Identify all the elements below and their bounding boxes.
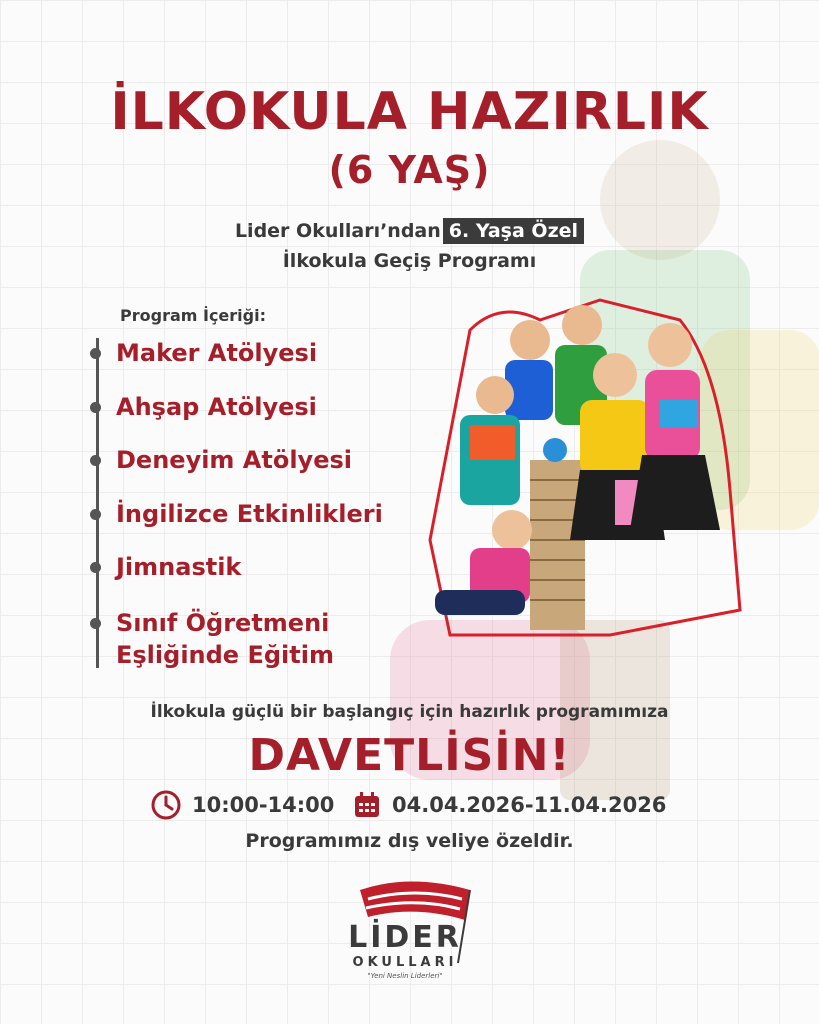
logo-subtitle: OKULLARI xyxy=(352,955,458,970)
timeline-dot xyxy=(90,402,101,413)
timeline-dot xyxy=(90,562,101,573)
subtitle-line1 xyxy=(0,220,819,242)
program-item-continued: Eşliğinde Eğitim xyxy=(116,641,334,669)
program-label: Program İçeriği: xyxy=(120,306,266,325)
program-item: Ahşap Atölyesi xyxy=(116,392,317,422)
date-row xyxy=(352,789,666,821)
program-item: İngilizce Etkinlikleri xyxy=(116,499,383,529)
program-item: Sınıf Öğretmeni xyxy=(116,608,329,638)
program-item: Jimnastik xyxy=(116,552,241,582)
calendar-icon xyxy=(352,790,382,820)
book-stack-illustration xyxy=(530,460,585,630)
timeline-dot xyxy=(90,348,101,359)
timeline-dot xyxy=(90,509,101,520)
invite-headline: DAVETLİSİN! xyxy=(248,730,571,781)
subtitle-prefix: Lider Okulları’ndan xyxy=(234,220,441,242)
logo-tagline: "Yeni Neslin Liderleri" xyxy=(367,972,443,980)
program-item: Deneyim Atölyesi xyxy=(116,445,352,475)
clock-icon xyxy=(150,789,182,821)
subtitle-highlight: 6. Yaşa Özel xyxy=(443,218,584,244)
subtitle-line2: İlkokula Geçiş Programı xyxy=(282,250,537,272)
timeline-dot xyxy=(90,455,101,466)
program-note: Programımız dış veliye özeldir. xyxy=(245,830,574,852)
date-text: 04.04.2026-11.04.2026 xyxy=(392,793,667,817)
program-item: Maker Atölyesi xyxy=(116,338,317,368)
timeline-dot xyxy=(90,618,101,629)
invite-text: İlkokula güçlü bir başlangıç için hazırlık programımıza xyxy=(150,702,669,722)
children-photo xyxy=(410,290,750,640)
logo-name: LİDER xyxy=(348,920,462,955)
page-title-age: (6 YAŞ) xyxy=(328,148,491,192)
time-text: 10:00-14:00 xyxy=(192,793,335,817)
page-title: İLKOKULA HAZIRLIK xyxy=(110,82,709,142)
time-row xyxy=(150,789,334,821)
flag-icon xyxy=(360,882,470,921)
